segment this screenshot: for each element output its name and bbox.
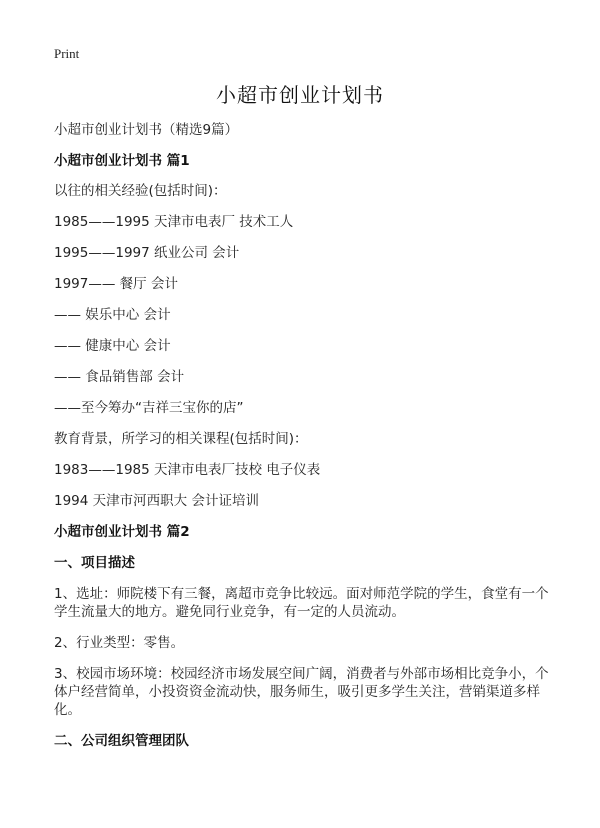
experience-item: —— 健康中心 会计 xyxy=(54,338,171,354)
document-subtitle: 小超市创业计划书（精选9篇） xyxy=(54,122,239,138)
experience-item: —— 娱乐中心 会计 xyxy=(54,307,171,323)
page-title: 小超市创业计划书 xyxy=(216,83,384,107)
paragraph: 3、校园市场环境：校园经济市场发展空间广阔，消费者与外部市场相比竞争小，个体户经营简单，小投资资金流动快，服务师生，吸引更多学生关注，营销渠道多样化。 xyxy=(54,666,549,718)
experience-item: —— 食品销售部 会计 xyxy=(54,369,185,385)
experience-item: 1995——1997 纸业公司 会计 xyxy=(54,245,240,261)
section-heading-part1: 小超市创业计划书 篇1 xyxy=(54,153,190,169)
print-label[interactable]: Print xyxy=(54,46,80,61)
education-item: 1983——1985 天津市电表厂技校 电子仪表 xyxy=(54,462,321,478)
paragraph: 2、行业类型：零售。 xyxy=(54,635,185,651)
subsection-heading: 二、公司组织管理团队 xyxy=(54,733,189,749)
subsection-heading: 一、项目描述 xyxy=(54,555,135,571)
education-intro: 教育背景，所学习的相关课程(包括时间)： xyxy=(54,431,308,447)
experience-intro: 以往的相关经验(包括时间)： xyxy=(54,183,227,199)
experience-item: ——至今筹办“吉祥三宝你的店” xyxy=(54,400,244,416)
paragraph: 1、选址：师院楼下有三餐，离超市竞争比较远。面对师范学院的学生，食堂有一个学生流量大的地方。避免同行业竞争，有一定的人员流动。 xyxy=(54,586,549,620)
experience-item: 1997—— 餐厅 会计 xyxy=(54,276,178,292)
section-heading-part2: 小超市创业计划书 篇2 xyxy=(54,524,190,540)
document-body xyxy=(54,118,554,750)
education-item: 1994 天津市河西职大 会计证培训 xyxy=(54,493,259,509)
experience-item: 1985——1995 天津市电表厂 技术工人 xyxy=(54,214,294,230)
